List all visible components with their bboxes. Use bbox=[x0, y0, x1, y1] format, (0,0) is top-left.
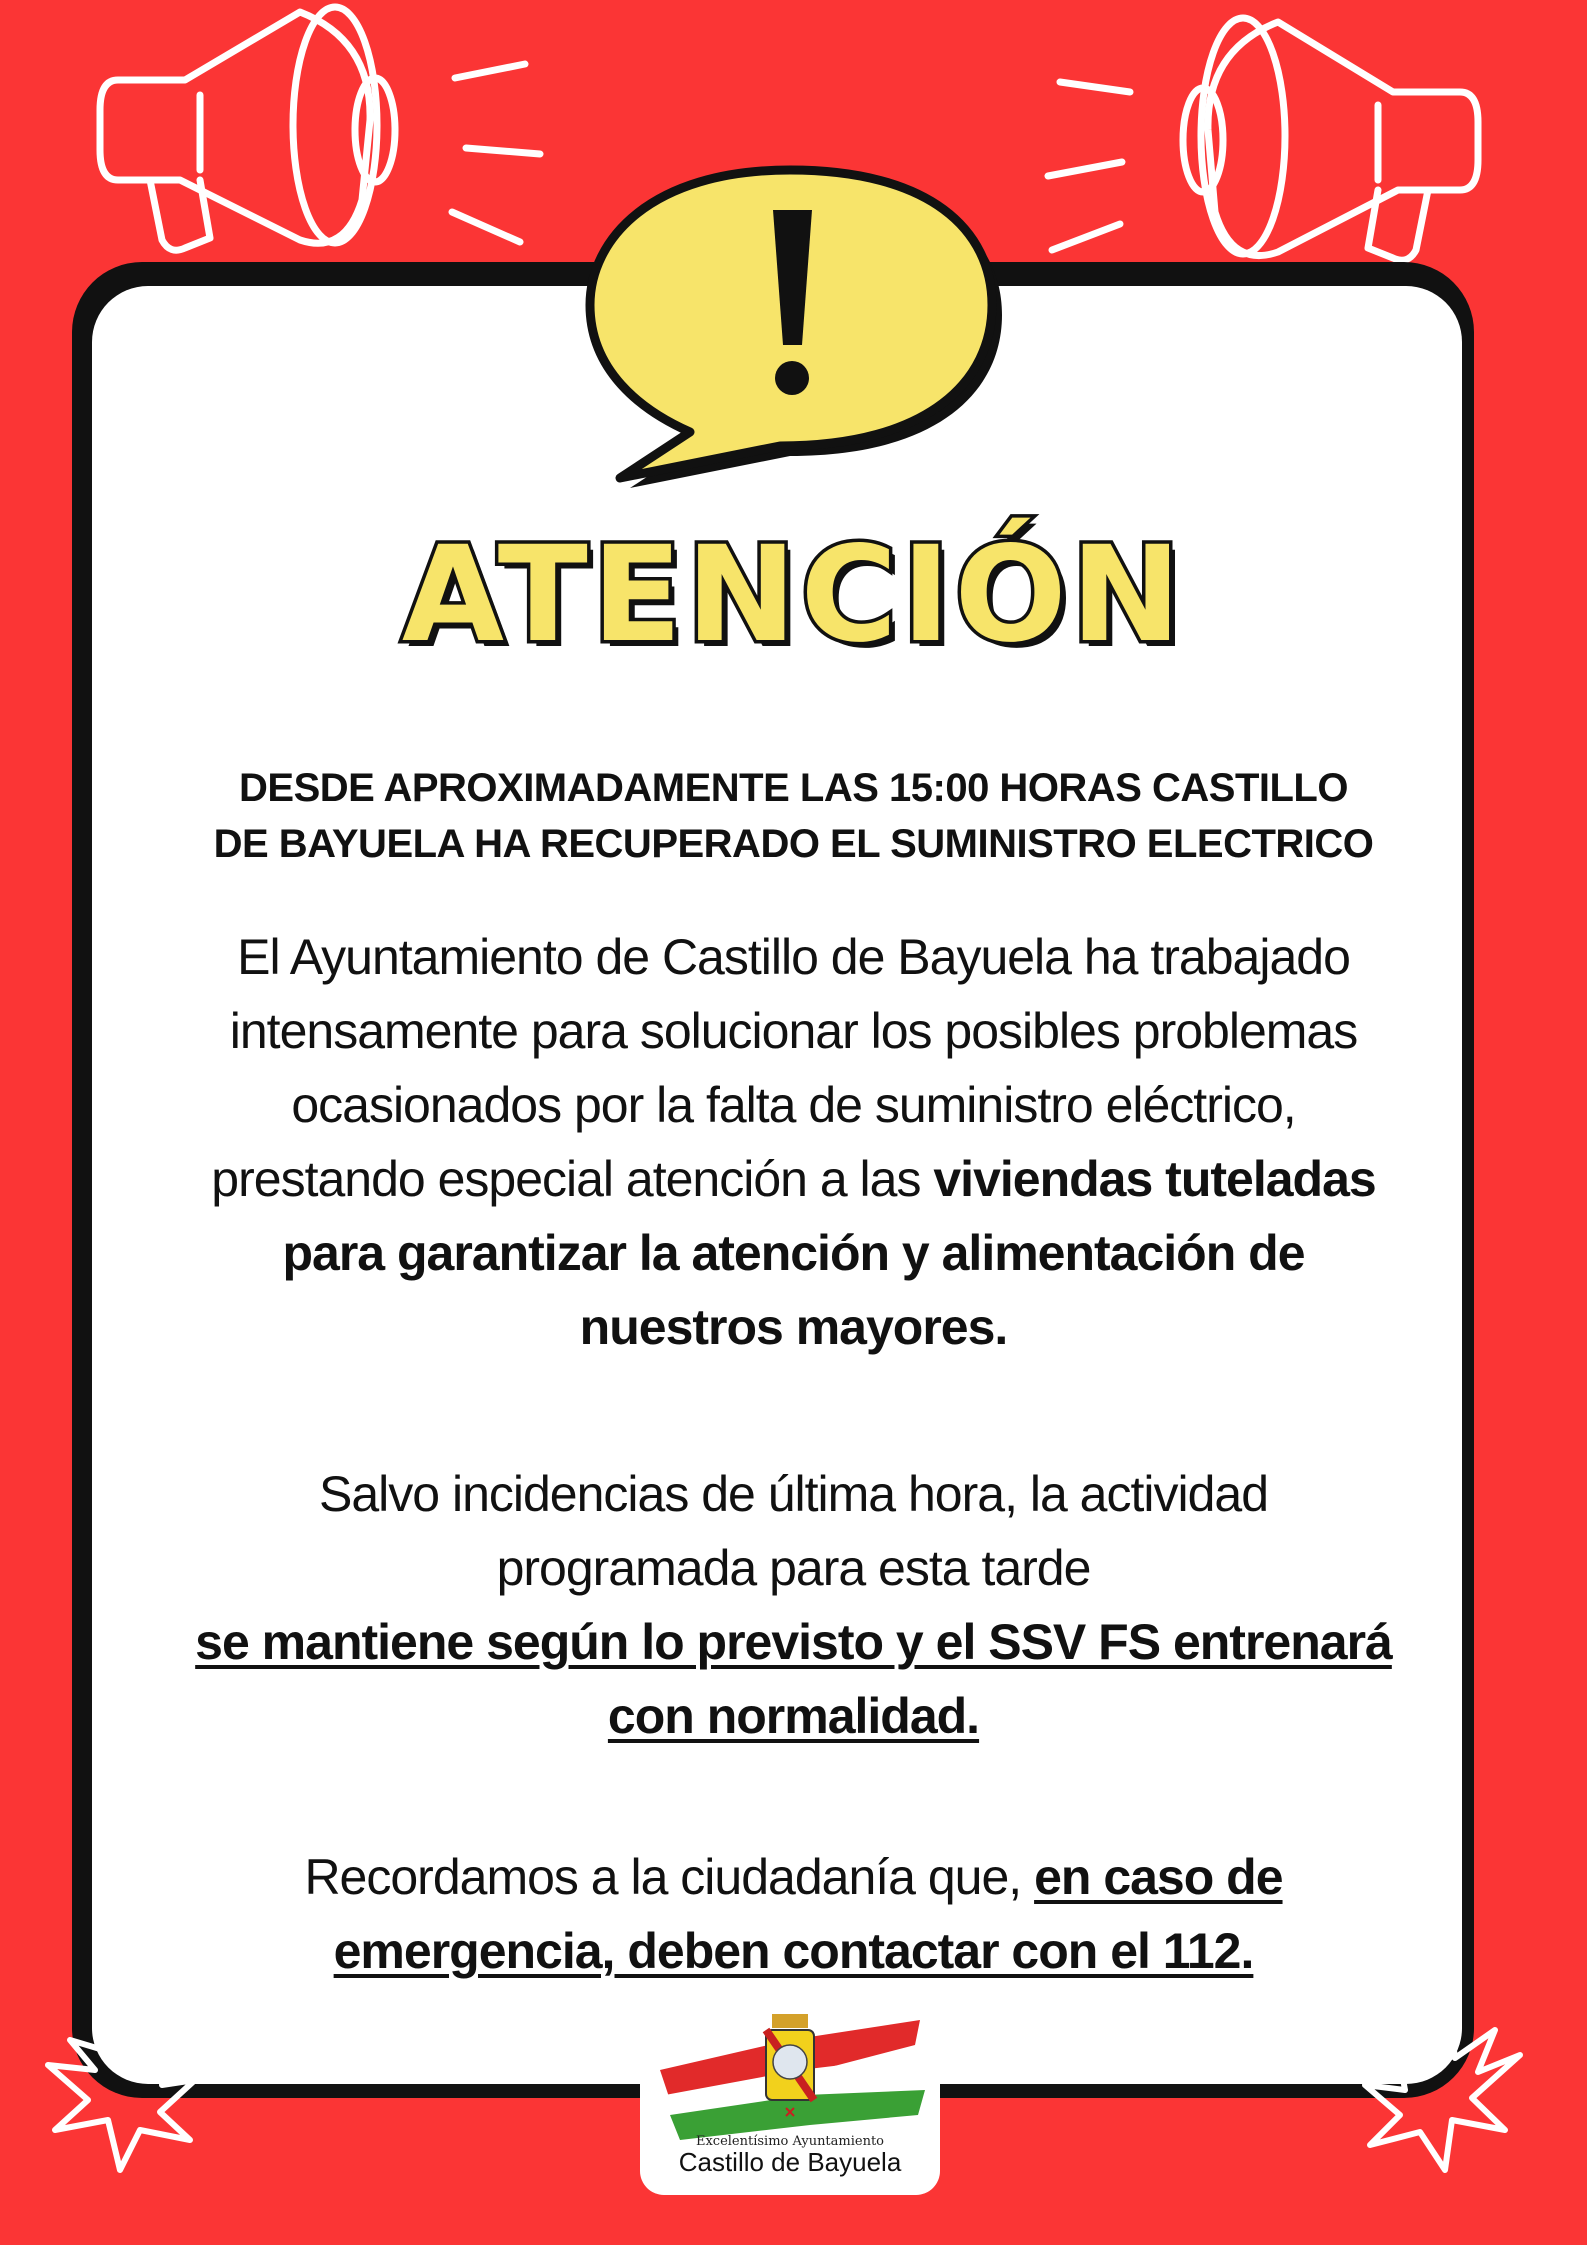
paragraph-text: prestando especial atención a las bbox=[211, 1151, 921, 1207]
paragraph-line: intensamente para solucionar los posibles problemas bbox=[229, 1003, 1358, 1059]
paragraph-ayuntamiento bbox=[110, 920, 1477, 1364]
paragraph-line bbox=[110, 1605, 1477, 1679]
paragraph-emergencia bbox=[110, 1840, 1477, 1988]
paragraph-text: Recordamos a la ciudadanía que, bbox=[304, 1849, 1022, 1905]
bold-text: para garantizar la atención y alimentación de bbox=[282, 1225, 1305, 1281]
page-title: ATENCIÓN bbox=[401, 518, 1186, 672]
paragraph-line: ocasionados por la falta de suministro eléctrico, bbox=[291, 1077, 1296, 1133]
underlined-bold-text: en caso de bbox=[1034, 1849, 1283, 1905]
paragraph-line: El Ayuntamiento de Castillo de Bayuela ha trabajado bbox=[237, 929, 1350, 985]
paragraph-actividad bbox=[110, 1457, 1477, 1753]
underlined-bold-text: con normalidad. bbox=[607, 1688, 980, 1744]
headline bbox=[120, 760, 1467, 872]
headline-line: DE BAYUELA HA RECUPERADO EL SUMINISTRO ELECTRICO bbox=[213, 822, 1374, 866]
logo-caption-small: Excelentísimo Ayuntamiento bbox=[695, 2134, 885, 2149]
logo-caption-name: Castillo de Bayuela bbox=[678, 2147, 902, 2177]
paragraph-line bbox=[110, 1142, 1477, 1216]
headline-line: DESDE APROXIMADAMENTE LAS 15:00 HORAS CASTILLO bbox=[239, 766, 1348, 810]
paragraph-line: Salvo incidencias de última hora, la actividad bbox=[319, 1466, 1268, 1522]
underlined-bold-text: emergencia, deben contactar con el 112. bbox=[333, 1923, 1254, 1979]
paragraph-line bbox=[110, 1290, 1477, 1364]
paragraph-line: programada para esta tarde bbox=[496, 1540, 1091, 1596]
speech-bubble-exclamation-icon bbox=[590, 170, 1002, 488]
underlined-bold-text: se mantiene según lo previsto y el SSV FS entrenará bbox=[195, 1614, 1392, 1670]
paragraph-line bbox=[110, 1679, 1477, 1753]
paragraph-line bbox=[110, 1914, 1477, 1988]
paragraph-line bbox=[110, 1840, 1477, 1914]
bold-text: nuestros mayores. bbox=[579, 1299, 1008, 1355]
bold-text: viviendas tuteladas bbox=[933, 1151, 1376, 1207]
paragraph-line bbox=[110, 1216, 1477, 1290]
